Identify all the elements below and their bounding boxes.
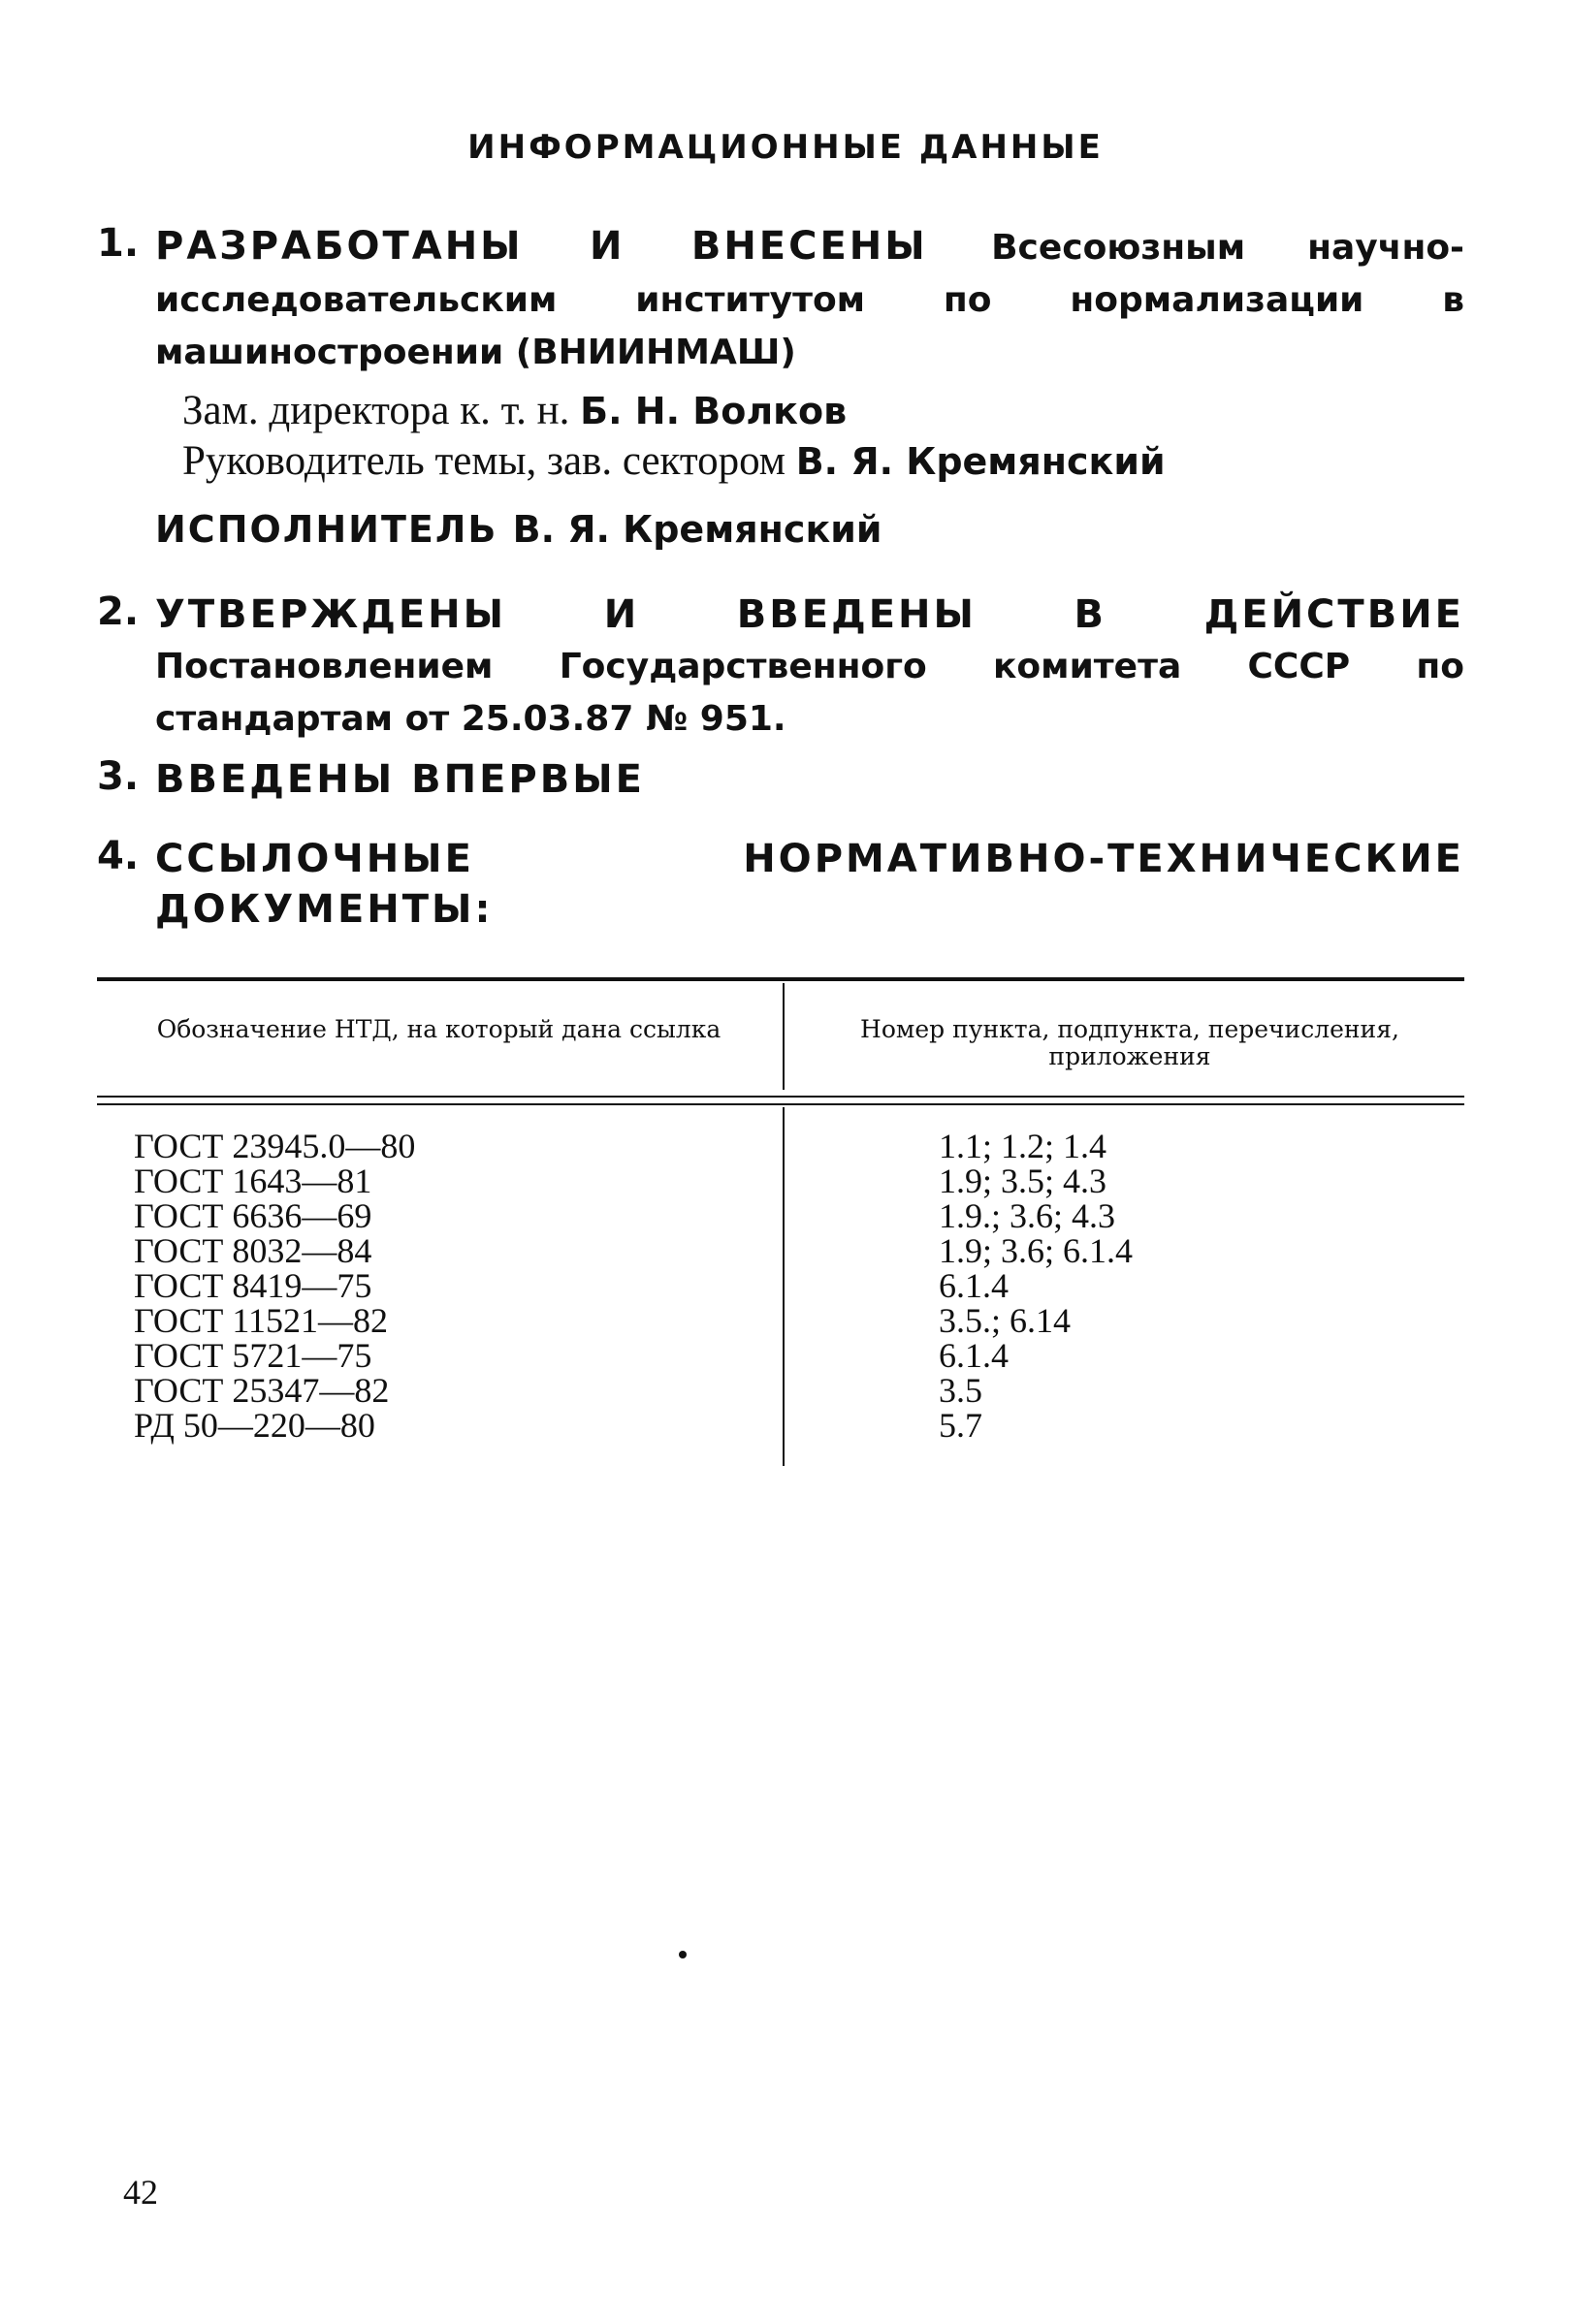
staff-deputy — [182, 386, 1166, 436]
staff-lead-label: Руководитель темы, зав. сектором — [182, 438, 786, 484]
table-cell-clause: 1.9; 3.5; 4.3 — [939, 1162, 1107, 1200]
table-header-clause: Номер пункта, подпункта, перечисления, приложения — [860, 1015, 1399, 1070]
table-cell-document: ГОСТ 5721—75 — [134, 1336, 372, 1375]
table-cell-clause: 6.1.4 — [939, 1336, 1009, 1375]
table-cell-clause: 3.5 — [939, 1371, 982, 1410]
table-cell-document: ГОСТ 1643—81 — [134, 1162, 372, 1200]
item-text: Постановлением Государственного комитета СССР по стандартам от 25.03.87 № 951. — [155, 647, 1464, 739]
staff-lead — [182, 436, 1166, 487]
performer-name: В. Я. Кремянский — [512, 508, 882, 551]
table-document-column — [134, 1129, 415, 1443]
staff-deputy-label: Зам. директора к. т. н. — [182, 388, 570, 433]
item-number: 3. — [97, 754, 140, 799]
table-cell-document: ГОСТ 8032—84 — [134, 1231, 372, 1270]
print-speck — [679, 1951, 687, 1958]
staff-deputy-name: Б. Н. Волков — [580, 390, 848, 432]
table-cell-document: РД 50—220—80 — [134, 1406, 375, 1445]
item-number: 1. — [97, 221, 140, 266]
table-cell-clause: 6.1.4 — [939, 1266, 1009, 1305]
info-item-developed — [97, 221, 1464, 378]
table-cell-document: ГОСТ 25347—82 — [134, 1371, 390, 1410]
info-item-approved — [97, 589, 1464, 745]
staff-block — [182, 386, 1166, 487]
item-lead: РАЗРАБОТАНЫ И ВНЕСЕНЫ — [155, 224, 928, 269]
item-lead: УТВЕРЖДЕНЫ И ВВЕДЕНЫ В ДЕЙСТВИЕ — [155, 592, 1464, 637]
table-cell-clause: 1.9.; 3.6; 4.3 — [939, 1196, 1116, 1235]
performer-line — [155, 508, 882, 551]
table-cell-clause: 1.1; 1.2; 1.4 — [939, 1127, 1107, 1165]
info-item-references — [97, 834, 1464, 935]
page-number: 42 — [123, 2173, 158, 2212]
table-cell-document: ГОСТ 6636—69 — [134, 1196, 372, 1235]
item-number: 4. — [97, 834, 140, 878]
table-clause-column — [939, 1129, 1133, 1443]
table-cell-document: ГОСТ 23945.0—80 — [134, 1127, 416, 1165]
table-cell-clause: 5.7 — [939, 1406, 982, 1445]
table-cell-clause: 3.5.; 6.14 — [939, 1301, 1072, 1340]
staff-lead-name: В. Я. Кремянский — [795, 440, 1166, 483]
item-lead: ВВЕДЕНЫ ВПЕРВЫЕ — [155, 757, 645, 802]
performer-label: ИСПОЛНИТЕЛЬ — [155, 508, 498, 551]
item-text: Всесоюзным научно-исследовательским институтом по нормализации в машиностроении (ВНИИНМАШ) — [155, 228, 1464, 372]
table-header-document: Обозначение НТД, на который дана ссылка — [156, 1015, 721, 1043]
table-top-rule — [97, 977, 1464, 981]
table-header-rule — [97, 1096, 1464, 1098]
item-lead: ССЫЛОЧНЫЕ НОРМАТИВНО-ТЕХНИЧЕСКИЕ ДОКУМЕНТЫ: — [155, 837, 1464, 932]
table-cell-document: ГОСТ 8419—75 — [134, 1266, 372, 1305]
table-header-divider — [783, 983, 785, 1090]
page-heading: ИНФОРМАЦИОННЫЕ ДАННЫЕ — [467, 128, 1104, 167]
item-number: 2. — [97, 589, 140, 634]
table-cell-document: ГОСТ 11521—82 — [134, 1301, 389, 1340]
table-body-divider — [783, 1107, 785, 1466]
table-header-rule — [97, 1103, 1464, 1105]
table-cell-clause: 1.9; 3.6; 6.1.4 — [939, 1231, 1134, 1270]
info-item-introduced — [97, 754, 1464, 805]
